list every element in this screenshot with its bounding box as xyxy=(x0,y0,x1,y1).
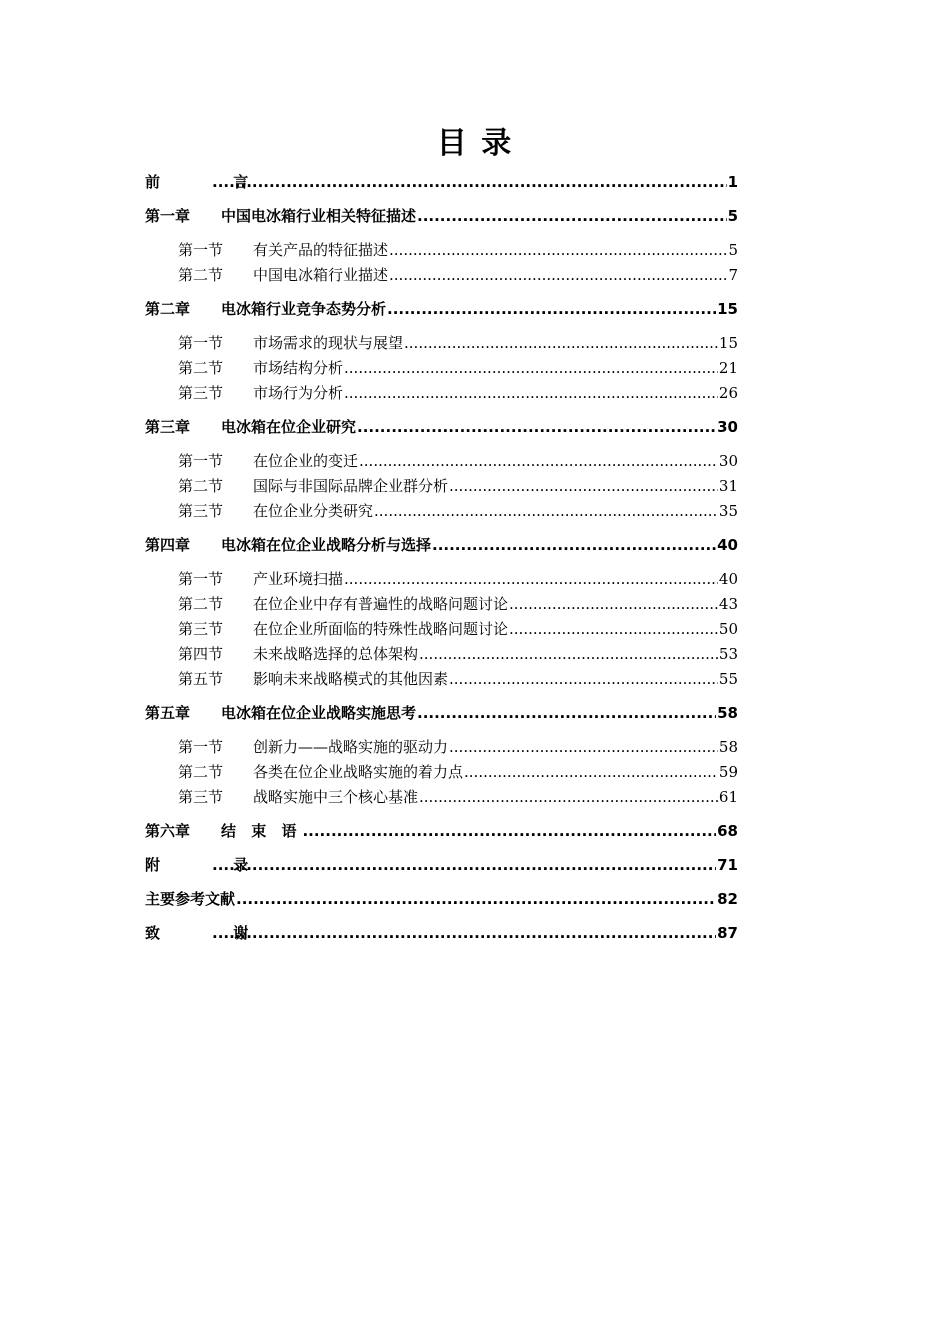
toc-entry-label: 影响未来战略模式的其他因素 xyxy=(253,670,449,688)
dot-leader xyxy=(359,449,718,474)
toc-entry-chapter-5[interactable] xyxy=(145,701,738,726)
toc-entry-number: 第二节 xyxy=(178,595,224,613)
dot-leader xyxy=(449,667,718,692)
toc-entry-section-4-2[interactable] xyxy=(145,592,738,617)
toc-entry-label: 在位企业的变迁 xyxy=(253,452,359,470)
dot-leader xyxy=(344,567,718,592)
toc-entry-number: 第三节 xyxy=(178,788,224,806)
dot-leader xyxy=(357,415,716,440)
toc-entry-label: 中国电冰箱行业相关特征描述 xyxy=(221,207,417,225)
dot-leader xyxy=(449,735,718,760)
toc-entry-number: 第三节 xyxy=(178,384,224,402)
toc-entry-page: 30 xyxy=(718,452,738,470)
dot-leader xyxy=(344,381,718,406)
toc-entry-number: 第一节 xyxy=(178,241,224,259)
toc-entry-number: 第二节 xyxy=(178,266,224,284)
toc-entry-number: 第五节 xyxy=(178,670,224,688)
toc-entry-label: 市场结构分析 xyxy=(253,359,344,377)
dot-leader xyxy=(509,617,718,642)
toc-entry-number: 主要参考文献 xyxy=(145,890,236,908)
toc-entry-number: 第一章 xyxy=(145,207,191,225)
toc-entry-page: 58 xyxy=(717,704,738,722)
toc-entry-number: 第一节 xyxy=(178,570,224,588)
dot-leader xyxy=(404,331,718,356)
toc-entry-references[interactable] xyxy=(145,887,738,912)
toc-entry-page: 35 xyxy=(718,502,738,520)
toc-entry-label: 在位企业中存有普遍性的战略问题讨论 xyxy=(253,595,509,613)
table-of-contents xyxy=(145,170,738,946)
toc-entry-chapter-3[interactable] xyxy=(145,415,738,440)
toc-entry-page: 55 xyxy=(718,670,738,688)
toc-entry-number: 第二节 xyxy=(178,763,224,781)
toc-entry-section-5-3[interactable] xyxy=(145,785,738,810)
dot-leader xyxy=(432,533,716,558)
toc-entry-chapter-1[interactable] xyxy=(145,204,738,229)
toc-entry-chapter-6[interactable] xyxy=(145,819,738,844)
dot-leader xyxy=(449,474,718,499)
toc-entry-chapter-2[interactable] xyxy=(145,297,738,322)
dot-leader xyxy=(374,499,718,524)
toc-entry-section-2-2[interactable] xyxy=(145,356,738,381)
toc-entry-preface[interactable] xyxy=(145,170,738,195)
toc-entry-number: 第二章 xyxy=(145,300,191,318)
toc-entry-page: 40 xyxy=(717,536,738,554)
dot-leader xyxy=(387,297,716,322)
toc-entry-page: 61 xyxy=(718,788,738,806)
toc-entry-section-5-1[interactable] xyxy=(145,735,738,760)
toc-entry-page: 1 xyxy=(727,173,738,191)
toc-entry-page: 15 xyxy=(718,334,738,352)
toc-entry-section-4-5[interactable] xyxy=(145,667,738,692)
dot-leader xyxy=(389,238,727,263)
dot-leader xyxy=(344,356,718,381)
toc-entry-number: 第四章 xyxy=(145,536,191,554)
toc-entry-section-3-1[interactable] xyxy=(145,449,738,474)
toc-entry-number: 第二节 xyxy=(178,359,224,377)
toc-entry-number: 附 录 xyxy=(145,856,283,874)
toc-entry-section-1-2[interactable] xyxy=(145,263,738,288)
toc-entry-number: 第四节 xyxy=(178,645,224,663)
dot-leader xyxy=(417,204,727,229)
toc-entry-page: 7 xyxy=(728,266,738,284)
toc-entry-number: 第二节 xyxy=(178,477,224,495)
toc-entry-page: 53 xyxy=(718,645,738,663)
toc-entry-section-5-2[interactable] xyxy=(145,760,738,785)
toc-entry-label: 未来战略选择的总体架构 xyxy=(253,645,419,663)
toc-entry-section-1-1[interactable] xyxy=(145,238,738,263)
toc-entry-section-4-3[interactable] xyxy=(145,617,738,642)
toc-entry-page: 71 xyxy=(717,856,738,874)
toc-entry-page: 40 xyxy=(718,570,738,588)
toc-entry-chapter-4[interactable] xyxy=(145,533,738,558)
toc-entry-page: 21 xyxy=(718,359,738,377)
toc-entry-section-2-3[interactable] xyxy=(145,381,738,406)
toc-entry-number: 第六章 xyxy=(145,822,191,840)
toc-entry-page: 5 xyxy=(728,241,738,259)
toc-entry-page: 59 xyxy=(718,763,738,781)
toc-entry-number: 第一节 xyxy=(178,738,224,756)
dot-leader xyxy=(302,819,716,844)
toc-entry-label: 市场需求的现状与展望 xyxy=(253,334,404,352)
toc-entry-label: 电冰箱行业竞争态势分析 xyxy=(221,300,387,318)
toc-entry-appendix[interactable] xyxy=(145,853,738,878)
dot-leader xyxy=(389,263,727,288)
toc-entry-page: 26 xyxy=(718,384,738,402)
toc-entry-label: 电冰箱在位企业战略实施思考 xyxy=(221,704,417,722)
dot-leader xyxy=(212,170,727,195)
toc-entry-label: 产业环境扫描 xyxy=(253,570,344,588)
toc-entry-page: 87 xyxy=(717,924,738,942)
dot-leader xyxy=(464,760,718,785)
toc-entry-label: 电冰箱在位企业研究 xyxy=(221,418,357,436)
toc-entry-label: 中国电冰箱行业描述 xyxy=(253,266,389,284)
toc-entry-page: 30 xyxy=(717,418,738,436)
dot-leader xyxy=(419,785,718,810)
toc-entry-label: 电冰箱在位企业战略分析与选择 xyxy=(221,536,432,554)
toc-entry-page: 43 xyxy=(718,595,738,613)
toc-entry-section-3-3[interactable] xyxy=(145,499,738,524)
dot-leader xyxy=(419,642,718,667)
toc-entry-section-4-4[interactable] xyxy=(145,642,738,667)
toc-entry-label: 在位企业所面临的特殊性战略问题讨论 xyxy=(253,620,509,638)
dot-leader xyxy=(212,853,716,878)
toc-entry-section-2-1[interactable] xyxy=(145,331,738,356)
toc-entry-page: 68 xyxy=(717,822,738,840)
dot-leader xyxy=(509,592,718,617)
toc-entry-page: 15 xyxy=(717,300,738,318)
toc-entry-number: 第五章 xyxy=(145,704,191,722)
toc-entry-page: 58 xyxy=(718,738,738,756)
toc-title: 目 录 xyxy=(436,126,514,161)
toc-entry-label: 在位企业分类研究 xyxy=(253,502,374,520)
dot-leader xyxy=(212,921,716,946)
toc-entry-label: 市场行为分析 xyxy=(253,384,344,402)
toc-entry-number: 前 言 xyxy=(145,173,283,191)
toc-entry-number: 致 谢 xyxy=(145,924,283,942)
toc-entry-label: 结 束 语 xyxy=(221,822,302,840)
toc-entry-label: 创新力——战略实施的驱动力 xyxy=(253,738,449,756)
toc-entry-label: 国际与非国际品牌企业群分析 xyxy=(253,477,449,495)
dot-leader xyxy=(417,701,716,726)
toc-entry-number: 第一节 xyxy=(178,334,224,352)
toc-entry-number: 第一节 xyxy=(178,452,224,470)
toc-entry-label: 各类在位企业战略实施的着力点 xyxy=(253,763,464,781)
toc-entry-page: 82 xyxy=(717,890,738,908)
toc-entry-label: 有关产品的特征描述 xyxy=(253,241,389,259)
toc-entry-number: 第三章 xyxy=(145,418,191,436)
toc-entry-number: 第三节 xyxy=(178,620,224,638)
toc-entry-page: 5 xyxy=(727,207,738,225)
toc-entry-page: 31 xyxy=(718,477,738,495)
toc-entry-section-3-2[interactable] xyxy=(145,474,738,499)
toc-entry-label: 战略实施中三个核心基准 xyxy=(253,788,419,806)
toc-entry-number: 第三节 xyxy=(178,502,224,520)
dot-leader xyxy=(236,887,716,912)
toc-entry-page: 50 xyxy=(718,620,738,638)
toc-entry-acknowledgements[interactable] xyxy=(145,921,738,946)
toc-entry-section-4-1[interactable] xyxy=(145,567,738,592)
